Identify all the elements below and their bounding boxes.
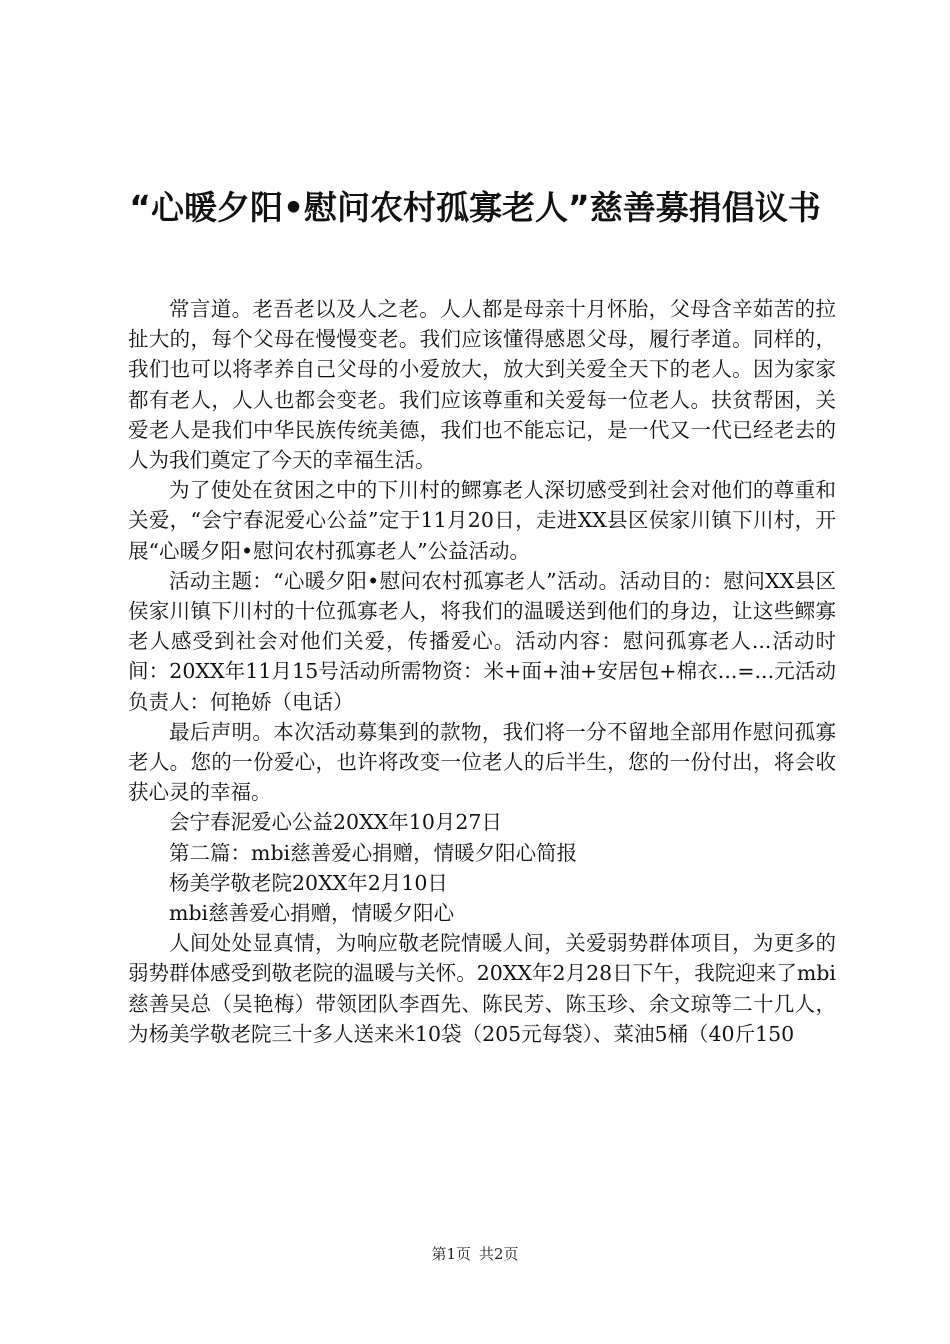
section-heading: 第二篇：mbi慈善爱心捐赠，情暖夕阳心简报 [169, 840, 578, 865]
document-body [128, 294, 836, 1049]
page-footer [0, 1244, 950, 1264]
paragraph: 为了使处在贫困之中的下川村的鳏寡老人深切感受到社会对他们的尊重和关爱，“会宁春泥爱心公益”定于11月20日，走进XX县区侯家川镇下川村，开展“心暖夕阳•慰问农村孤寡老人”公益活动。 [128, 478, 836, 563]
paragraph: 活动主题：“心暖夕阳•慰问农村孤寡老人”活动。活动目的：慰问XX县区侯家川镇下川村的十位孤寡老人，将我们的温暖送到他们的身边，让这些鳏寡老人感受到社会对他们关爱，传播爱心。活动内容：慰问孤寡老人...活动时间：20XX年11月15号活动所需物资：米+面+油+安居包+棉衣...=...元活动负责人：何艳娇（电话） [128, 568, 836, 714]
paragraph: 人间处处显真情，为响应敬老院情暖人间，关爱弱势群体项目，为更多的弱势群体感受到敬老院的温暖与关怀。20XX年2月28日下午，我院迎来了mbi慈善吴总（吴艳梅）带领团队李酉先、陈民芳、陈玉珍、余文琼等二十几人，为杨美学敬老院三十多人送来米10袋（205元每袋）、菜油5桶（40斤150 [128, 931, 836, 1046]
page-total: 共2页 [479, 1245, 519, 1263]
page-number: 第1页 [431, 1245, 471, 1263]
signature-line: 会宁春泥爱心公益20XX年10月27日 [169, 810, 502, 835]
dateline: 杨美学敬老院20XX年2月10日 [169, 870, 448, 895]
paragraph: 最后声明。本次活动募集到的款物，我们将一分不留地全部用作慰问孤寡老人。您的一份爱心，也许将改变一位老人的后半生，您的一份付出，将会收获心灵的幸福。 [128, 719, 836, 805]
subheading: mbi慈善爱心捐赠，情暖夕阳心 [169, 901, 455, 926]
document-title: “心暖夕阳•慰问农村孤寡老人”慈善募捐倡议书 [129, 188, 821, 227]
paragraph: 常言道。老吾老以及人之老。人人都是母亲十月怀胎，父母含辛茹苦的拉扯大的，每个父母在慢慢变老。我们应该懂得感恩父母，履行孝道。同样的，我们也可以将孝养自己父母的小爱放大，放大到关爱全天下的老人。因为家家都有老人，人人也都会变老。我们应该尊重和关爱每一位老人。扶贫帮困，关爱老人是我们中华民族传统美德，我们也不能忘记，是一代又一代已经老去的人为我们奠定了今天的幸福生活。 [128, 297, 836, 473]
